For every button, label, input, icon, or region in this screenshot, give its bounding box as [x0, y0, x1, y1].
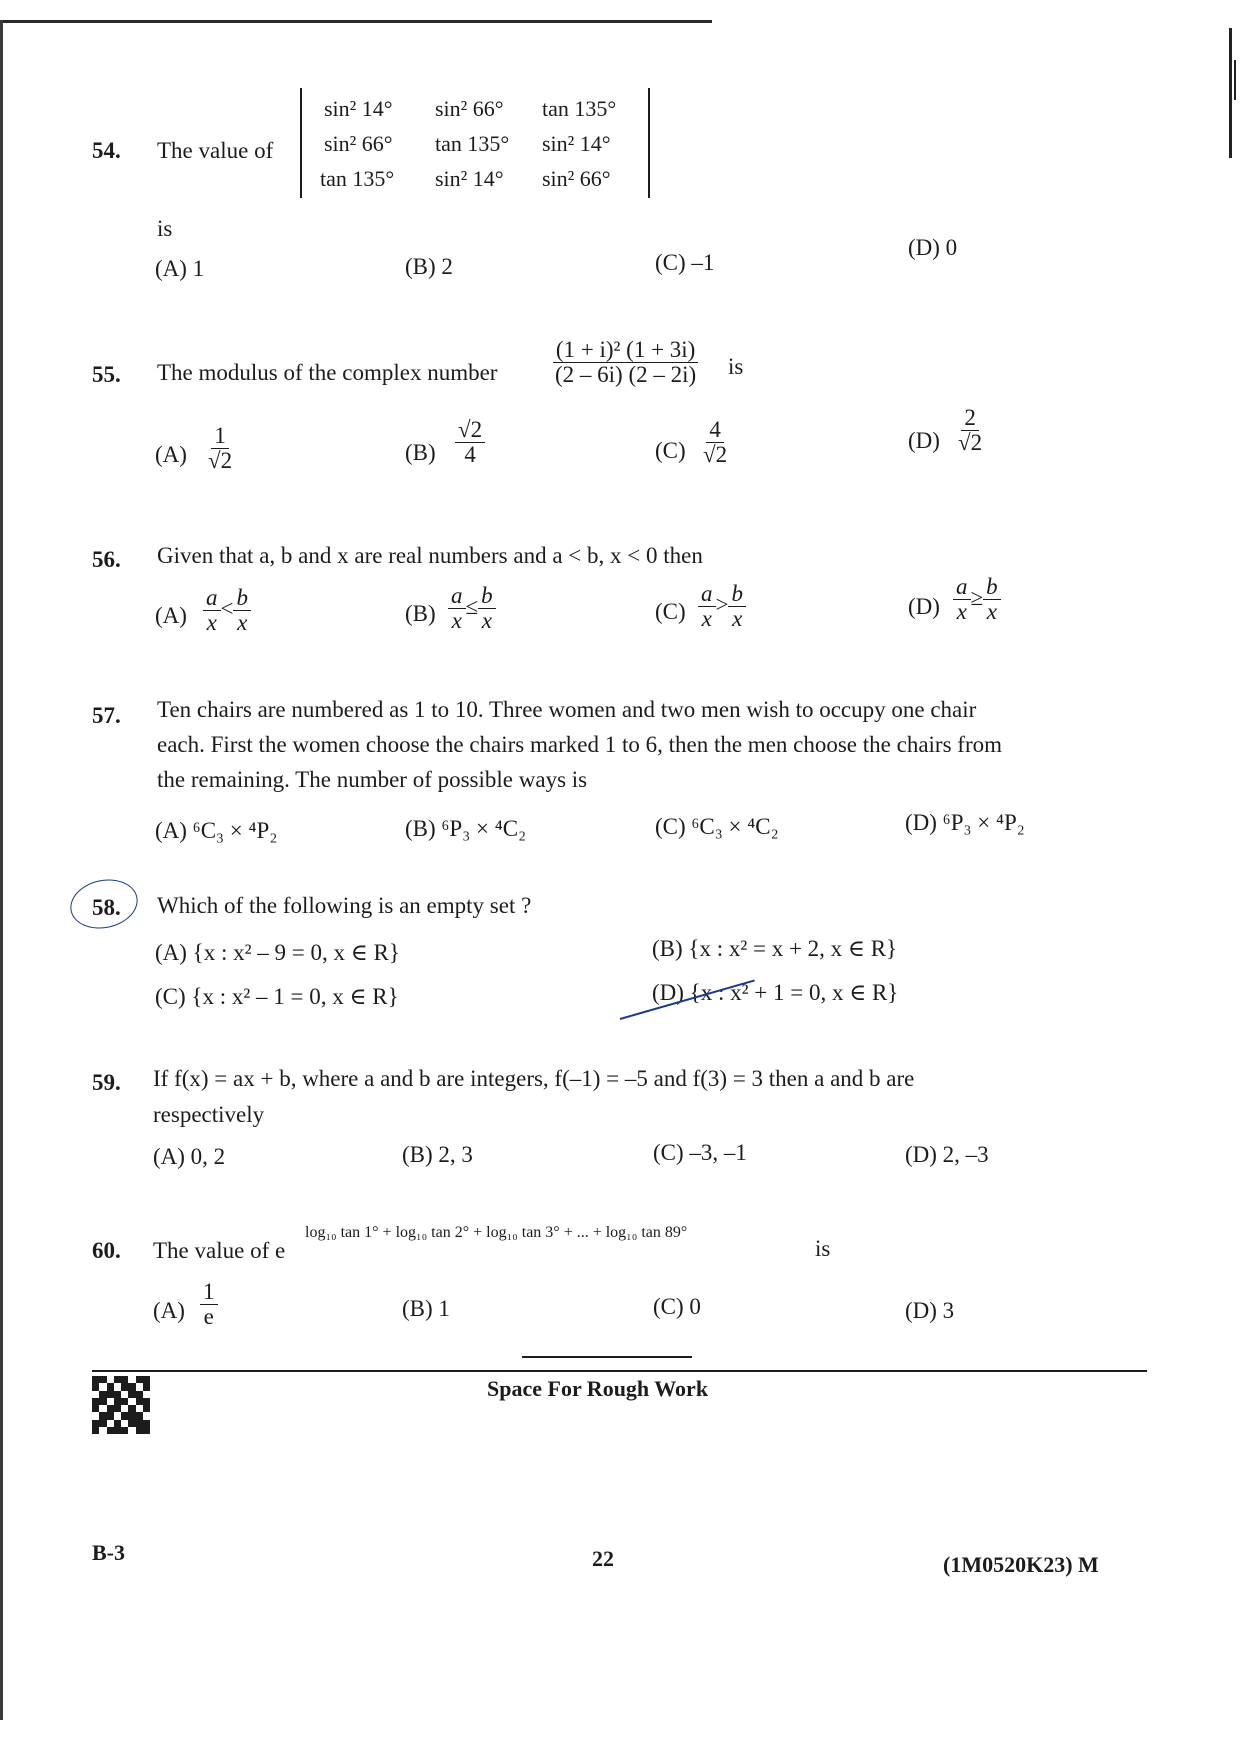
qr-module	[121, 1412, 128, 1419]
qr-module	[143, 1376, 150, 1383]
qr-module	[92, 1383, 99, 1390]
qr-module	[107, 1420, 114, 1427]
question-55-suffix: is	[728, 354, 744, 379]
qr-module	[99, 1391, 106, 1398]
question-57-line: each. First the women choose the chairs marked 1 to 6, then the men choose the chairs from	[157, 732, 1002, 757]
qr-module	[107, 1427, 114, 1434]
qr-module	[121, 1398, 128, 1405]
option-a-fraction	[205, 424, 235, 473]
qr-module	[143, 1427, 150, 1434]
matrix-cell: sin² 66°	[324, 131, 393, 156]
qr-module	[136, 1420, 143, 1427]
qr-module	[121, 1405, 128, 1412]
qr-module	[143, 1398, 150, 1405]
option-a-label: (A)	[155, 442, 187, 467]
option-d-label: (D)	[908, 594, 940, 619]
option-a: (A) 1	[155, 256, 205, 281]
qr-module	[107, 1412, 114, 1419]
qr-code-icon	[92, 1376, 150, 1434]
qr-module	[128, 1398, 135, 1405]
fraction-denominator: e	[203, 1304, 214, 1330]
qr-module	[92, 1412, 99, 1419]
qr-module	[121, 1420, 128, 1427]
qr-module	[128, 1391, 135, 1398]
booklet-code: B-3	[92, 1540, 125, 1565]
qr-module	[136, 1398, 143, 1405]
option-a: (A) {x : x² – 9 = 0, x ∈ R}	[155, 940, 400, 965]
qr-module	[92, 1391, 99, 1398]
qr-module	[143, 1412, 150, 1419]
option-d-inequality: $\frac{a}{x}$ ≥ $\frac{b}{x}$	[953, 575, 1001, 624]
question-54-suffix: is	[157, 216, 173, 241]
qr-module	[92, 1376, 99, 1383]
qr-module	[143, 1405, 150, 1412]
question-54-number: 54.	[92, 138, 121, 163]
option-c-label: (C)	[655, 438, 686, 463]
option-a: (A) ⁶C₃ × ⁴P₂	[155, 818, 278, 843]
page-edge-right-mark	[1234, 60, 1236, 100]
qr-module	[114, 1398, 121, 1405]
fraction-numerator: 1	[211, 424, 229, 449]
qr-module	[114, 1383, 121, 1390]
matrix-cell: tan 135°	[542, 96, 617, 121]
fraction-denominator: (2 – 6i) (2 – 2i)	[555, 362, 697, 388]
qr-module	[107, 1398, 114, 1405]
qr-module	[136, 1376, 143, 1383]
option-b-label: (B)	[405, 601, 436, 626]
qr-module	[143, 1391, 150, 1398]
option-c-label: (C)	[655, 599, 686, 624]
option-c: (C) 0	[653, 1294, 701, 1319]
question-58-text: Which of the following is an empty set ?	[157, 893, 532, 918]
matrix-cell: sin² 14°	[435, 166, 504, 191]
fraction-numerator: 2	[961, 406, 979, 431]
qr-module	[92, 1398, 99, 1405]
question-54-text: The value of	[157, 138, 274, 163]
qr-module	[92, 1420, 99, 1427]
question-58-number: 58.	[92, 895, 121, 920]
qr-module	[92, 1427, 99, 1434]
option-a-fraction	[200, 1280, 218, 1329]
page-edge-right	[1229, 28, 1232, 158]
option-a-label: (A)	[155, 603, 187, 628]
complex-fraction	[552, 338, 699, 387]
qr-module	[121, 1383, 128, 1390]
option-a: (A) 0, 2	[153, 1144, 226, 1169]
qr-module	[128, 1383, 135, 1390]
qr-module	[99, 1405, 106, 1412]
question-59-line: respectively	[153, 1102, 265, 1127]
matrix-cell: sin² 14°	[542, 131, 611, 156]
option-a-inequality: $\frac{a}{x}$ < $\frac{b}{x}$	[203, 586, 251, 635]
question-60-text: The value of e	[153, 1238, 286, 1263]
question-55-text: The modulus of the complex number	[157, 360, 498, 385]
fraction-numerator: (1 + i)² (1 + 3i)	[553, 338, 699, 363]
qr-module	[143, 1420, 150, 1427]
option-d: (D) 2, –3	[905, 1142, 989, 1167]
page-number: 22	[592, 1546, 614, 1571]
qr-module	[114, 1376, 121, 1383]
fraction-denominator: √2	[703, 442, 728, 468]
section-divider	[92, 1370, 1147, 1372]
matrix-cell: sin² 66°	[542, 166, 611, 191]
matrix-cell: sin² 14°	[324, 96, 393, 121]
qr-module	[114, 1427, 121, 1434]
qr-module	[143, 1383, 150, 1390]
qr-module	[136, 1405, 143, 1412]
option-d-fraction	[955, 406, 985, 455]
question-56-text: Given that a, b and x are real numbers and a < b, x < 0 then	[157, 543, 703, 568]
qr-module	[128, 1412, 135, 1419]
page-edge-top	[0, 20, 712, 23]
qr-module	[99, 1412, 106, 1419]
qr-module	[136, 1427, 143, 1434]
qr-module	[99, 1383, 106, 1390]
qr-module	[121, 1427, 128, 1434]
fraction-numerator: √2	[455, 418, 485, 443]
qr-module	[99, 1376, 106, 1383]
paper-code: (1M0520K23) M	[943, 1552, 1099, 1577]
matrix-cell: tan 135°	[435, 131, 510, 156]
qr-module	[99, 1427, 106, 1434]
question-57-line: the remaining. The number of possible ways is	[157, 767, 588, 792]
qr-module	[92, 1405, 99, 1412]
fraction-numerator: 4	[706, 418, 724, 443]
matrix-cell: sin² 66°	[435, 96, 504, 121]
option-d: (D) 3	[905, 1298, 955, 1323]
qr-module	[128, 1427, 135, 1434]
qr-module	[128, 1405, 135, 1412]
section-divider-short	[522, 1356, 692, 1358]
option-c: (C) –3, –1	[653, 1140, 747, 1165]
option-d-label: (D)	[908, 428, 940, 453]
question-59-number: 59.	[92, 1070, 121, 1095]
qr-module	[107, 1391, 114, 1398]
question-55-number: 55.	[92, 362, 121, 387]
qr-module	[136, 1383, 143, 1390]
option-b-label: (B)	[405, 440, 436, 465]
matrix-cell: tan 135°	[320, 166, 395, 191]
question-56-number: 56.	[92, 547, 121, 572]
option-b-inequality: $\frac{a}{x}$ ≤ $\frac{b}{x}$	[448, 584, 496, 633]
exponent-expression: log₁₀ tan 1° + log₁₀ tan 2° + log₁₀ tan 3° + ... + log₁₀ tan 89°	[305, 1224, 688, 1241]
question-57-line: Ten chairs are numbered as 1 to 10. Three women and two men wish to occupy one chair	[157, 697, 977, 722]
qr-module	[114, 1412, 121, 1419]
qr-module	[114, 1391, 121, 1398]
page-edge-left	[0, 20, 3, 1720]
option-d: (D) ⁶P₃ × ⁴P₂	[905, 810, 1025, 835]
qr-module	[107, 1405, 114, 1412]
option-c: (C) –1	[655, 250, 715, 275]
option-c: (C) {x : x² – 1 = 0, x ∈ R}	[155, 984, 399, 1009]
determinant-matrix	[300, 88, 650, 198]
fraction-denominator: 4	[464, 442, 476, 468]
fraction-denominator: √2	[208, 448, 233, 474]
qr-module	[107, 1383, 114, 1390]
option-b: (B) 2	[405, 254, 453, 279]
option-b: (B) {x : x² = x + 2, x ∈ R}	[652, 936, 898, 961]
fraction-denominator: √2	[958, 430, 983, 456]
rough-work-heading: Space For Rough Work	[487, 1376, 709, 1401]
fraction-numerator: 1	[200, 1280, 218, 1305]
option-a-label: (A)	[153, 1298, 185, 1323]
option-b: (B) 2, 3	[402, 1142, 473, 1167]
option-d: (D) 0	[908, 235, 958, 260]
question-59-line: If f(x) = ax + b, where a and b are integers, f(–1) = –5 and f(3) = 3 then a and b are	[153, 1066, 915, 1091]
option-d: (D) {x : x² + 1 = 0, x ∈ R}	[652, 980, 899, 1005]
qr-module	[128, 1376, 135, 1383]
qr-module	[107, 1376, 114, 1383]
qr-module	[99, 1398, 106, 1405]
option-b-fraction	[455, 418, 485, 467]
qr-module	[128, 1420, 135, 1427]
qr-module	[114, 1405, 121, 1412]
qr-module	[121, 1391, 128, 1398]
question-60-number: 60.	[92, 1238, 121, 1263]
question-57-number: 57.	[92, 703, 121, 728]
option-c-inequality: $\frac{a}{x}$ > $\frac{b}{x}$	[698, 582, 746, 631]
qr-module	[136, 1412, 143, 1419]
qr-module	[99, 1420, 106, 1427]
option-b: (B) 1	[402, 1296, 450, 1321]
question-60-suffix: is	[815, 1236, 831, 1261]
qr-module	[121, 1376, 128, 1383]
qr-module	[114, 1420, 121, 1427]
option-c-fraction	[700, 418, 730, 467]
option-b: (B) ⁶P₃ × ⁴C₂	[405, 816, 527, 841]
qr-module	[136, 1391, 143, 1398]
option-c: (C) ⁶C₃ × ⁴C₂	[655, 814, 779, 839]
